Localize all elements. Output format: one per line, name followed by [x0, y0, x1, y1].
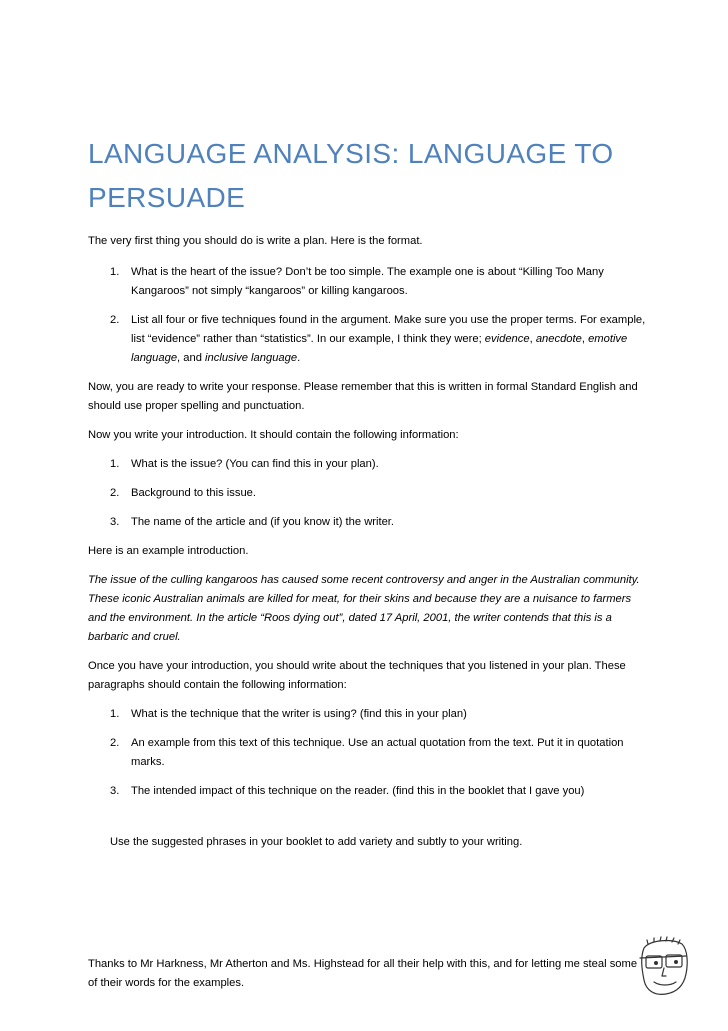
list-item	[88, 705, 648, 724]
body-list	[88, 705, 648, 801]
term-inclusive-language: inclusive language	[205, 352, 298, 364]
list-item-text: What is the issue? (You can find this in your plan).	[131, 458, 379, 470]
introduction-paragraph: Now you write your introduction. It should contain the following information:	[88, 429, 459, 441]
list-number: 2.	[110, 487, 120, 499]
plan-list	[88, 263, 648, 368]
list-number: 1.	[110, 708, 120, 720]
body-paragraph: Once you have your introduction, you should write about the techniques that you listened in your plan. These paragraphs should contain the following information:	[88, 660, 626, 691]
list-number: 1.	[110, 266, 120, 278]
list-item	[88, 263, 648, 301]
thanks-paragraph: Thanks to Mr Harkness, Mr Atherton and Ms. Highstead for all their help with this, and for letting me steal some of their words for the examples.	[88, 958, 638, 989]
text-run: , and	[177, 352, 206, 364]
list-item-text: The intended impact of this technique on the reader. (find this in the booklet that I gave you)	[131, 785, 585, 797]
term-evidence: evidence	[484, 333, 530, 345]
term-emotive-language: emotive language	[131, 333, 628, 364]
list-item-text: An example from this text of this technique. Use an actual quotation from the text. Put it in quotation marks.	[131, 737, 624, 768]
intro-paragraph: The very first thing you should do is write a plan. Here is the format.	[88, 235, 423, 247]
list-number: 2.	[110, 314, 120, 326]
list-item	[88, 484, 648, 503]
list-item-text: What is the technique that the writer is using? (find this in your plan)	[131, 708, 467, 720]
list-item-text	[131, 314, 645, 364]
spacer	[88, 811, 648, 833]
list-item	[88, 455, 648, 474]
ready-paragraph: Now, you are ready to write your response. Please remember that this is written in formal Standard English and should use proper spelling and punctuation.	[88, 381, 638, 412]
list-item-text: What is the heart of the issue? Don’t be too simple. The example one is about “Killing Too Many Kangaroos” not simply “kangaroos” or killing kangaroos.	[131, 266, 604, 297]
list-number: 1.	[110, 458, 120, 470]
list-number: 3.	[110, 516, 120, 528]
list-number: 2.	[110, 737, 120, 749]
introduction-list	[88, 455, 648, 532]
list-item	[88, 782, 648, 801]
list-item-text: Background to this issue.	[131, 487, 256, 499]
example-label: Here is an example introduction.	[88, 545, 249, 557]
list-item-text: The name of the article and (if you know it) the writer.	[131, 516, 395, 528]
document-body	[88, 232, 648, 852]
cartoon-face-with-glasses-icon	[632, 934, 694, 998]
term-anecdote: anecdote	[535, 333, 582, 345]
page-title: LANGUAGE ANALYSIS: LANGUAGE TO PERSUADE	[88, 138, 614, 213]
text-run: ,	[529, 333, 536, 345]
list-number: 3.	[110, 785, 120, 797]
example-introduction: The issue of the culling kangaroos has caused some recent controversy and anger in the Australian community. These iconic Australian animals are killed for meat, for their skins and because they are a nuisance to farmers and the environment. In the article “Roos dying out”, dated 17 April, 2001, the writer contends that this is a barbaric and cruel.	[88, 574, 640, 643]
text-run: List all four or five techniques found in the argument. Make sure you use the proper terms. For example, list “evidence” rather than “statistics”. In our example, I think they were;	[131, 314, 646, 345]
list-item	[88, 513, 648, 532]
list-item	[88, 311, 648, 368]
text-run: .	[297, 352, 301, 364]
text-run: ,	[581, 333, 589, 345]
list-item	[88, 734, 648, 772]
suggestion-paragraph: Use the suggested phrases in your booklet to add variety and subtly to your writing.	[110, 836, 523, 848]
